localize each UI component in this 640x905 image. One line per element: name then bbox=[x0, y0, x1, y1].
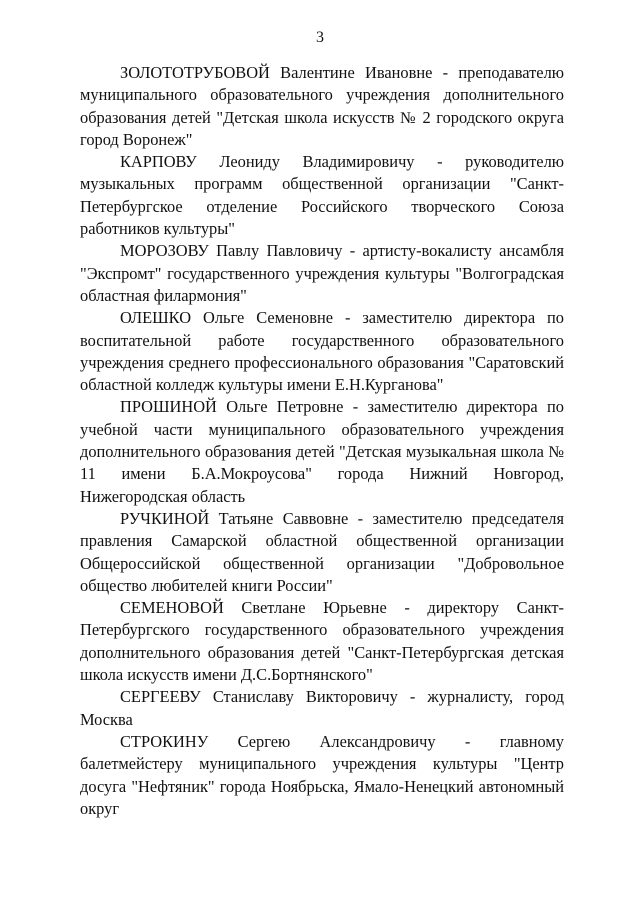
award-entry-semenova: СЕМЕНОВОЙ Светлане Юрьевне - директору Санкт-Петербургского государственного образовательного учреждения дополнительного образования детей "Санкт-Петербургская детская школа искусств имени Д.С.Бортнянского" bbox=[80, 598, 564, 685]
award-entry-karpov: КАРПОВУ Леониду Владимировичу - руководителю музыкальных программ общественной организации "Санкт-Петербургское отделение Российского творческого Союза работников культуры" bbox=[80, 152, 564, 239]
award-entry-proshina: ПРОШИНОЙ Ольге Петровне - заместителю директора по учебной части муниципального образовательного учреждения дополнительного образования детей "Детская музыкальная школа № 11 имени Б.А.Мокроусова" города Нижний Новгород, Нижегородская область bbox=[80, 397, 564, 506]
award-entry-strokin: СТРОКИНУ Сергею Александровичу - главному балетмейстеру муниципального учреждения культуры "Центр досуга "Нефтяник" города Ноябрьска, Ямало-Ненецкий автономный округ bbox=[80, 731, 564, 818]
award-list bbox=[80, 62, 564, 820]
award-entry-oleshko: ОЛЕШКО Ольге Семеновне - заместителю директора по воспитательной работе государственного образовательного учреждения среднего профессионального образования "Саратовский областной колледж культуры имени Е.Н.Курганова" bbox=[80, 308, 564, 395]
award-entry-ruchkina: РУЧКИНОЙ Татьяне Саввовне - заместителю председателя правления Самарской областной общественной организации Общероссийской общественной организации "Добровольное общество любителей книги России" bbox=[80, 508, 564, 595]
award-entry-morozov: МОРОЗОВУ Павлу Павловичу - артисту-вокалисту ансамбля "Экспромт" государственного учреждения культуры "Волгоградская областная филармония" bbox=[80, 241, 564, 305]
page-number: 3 bbox=[316, 29, 324, 46]
award-entry-sergeev: СЕРГЕЕВУ Станиславу Викторовичу - журналисту, город Москва bbox=[80, 687, 564, 729]
award-entry-zolototrubova: ЗОЛОТОТРУБОВОЙ Валентине Ивановне - преподавателю муниципального образовательного учреждения дополнительного образования детей "Детская школа искусств № 2 городского округа город Воронеж" bbox=[80, 63, 564, 149]
